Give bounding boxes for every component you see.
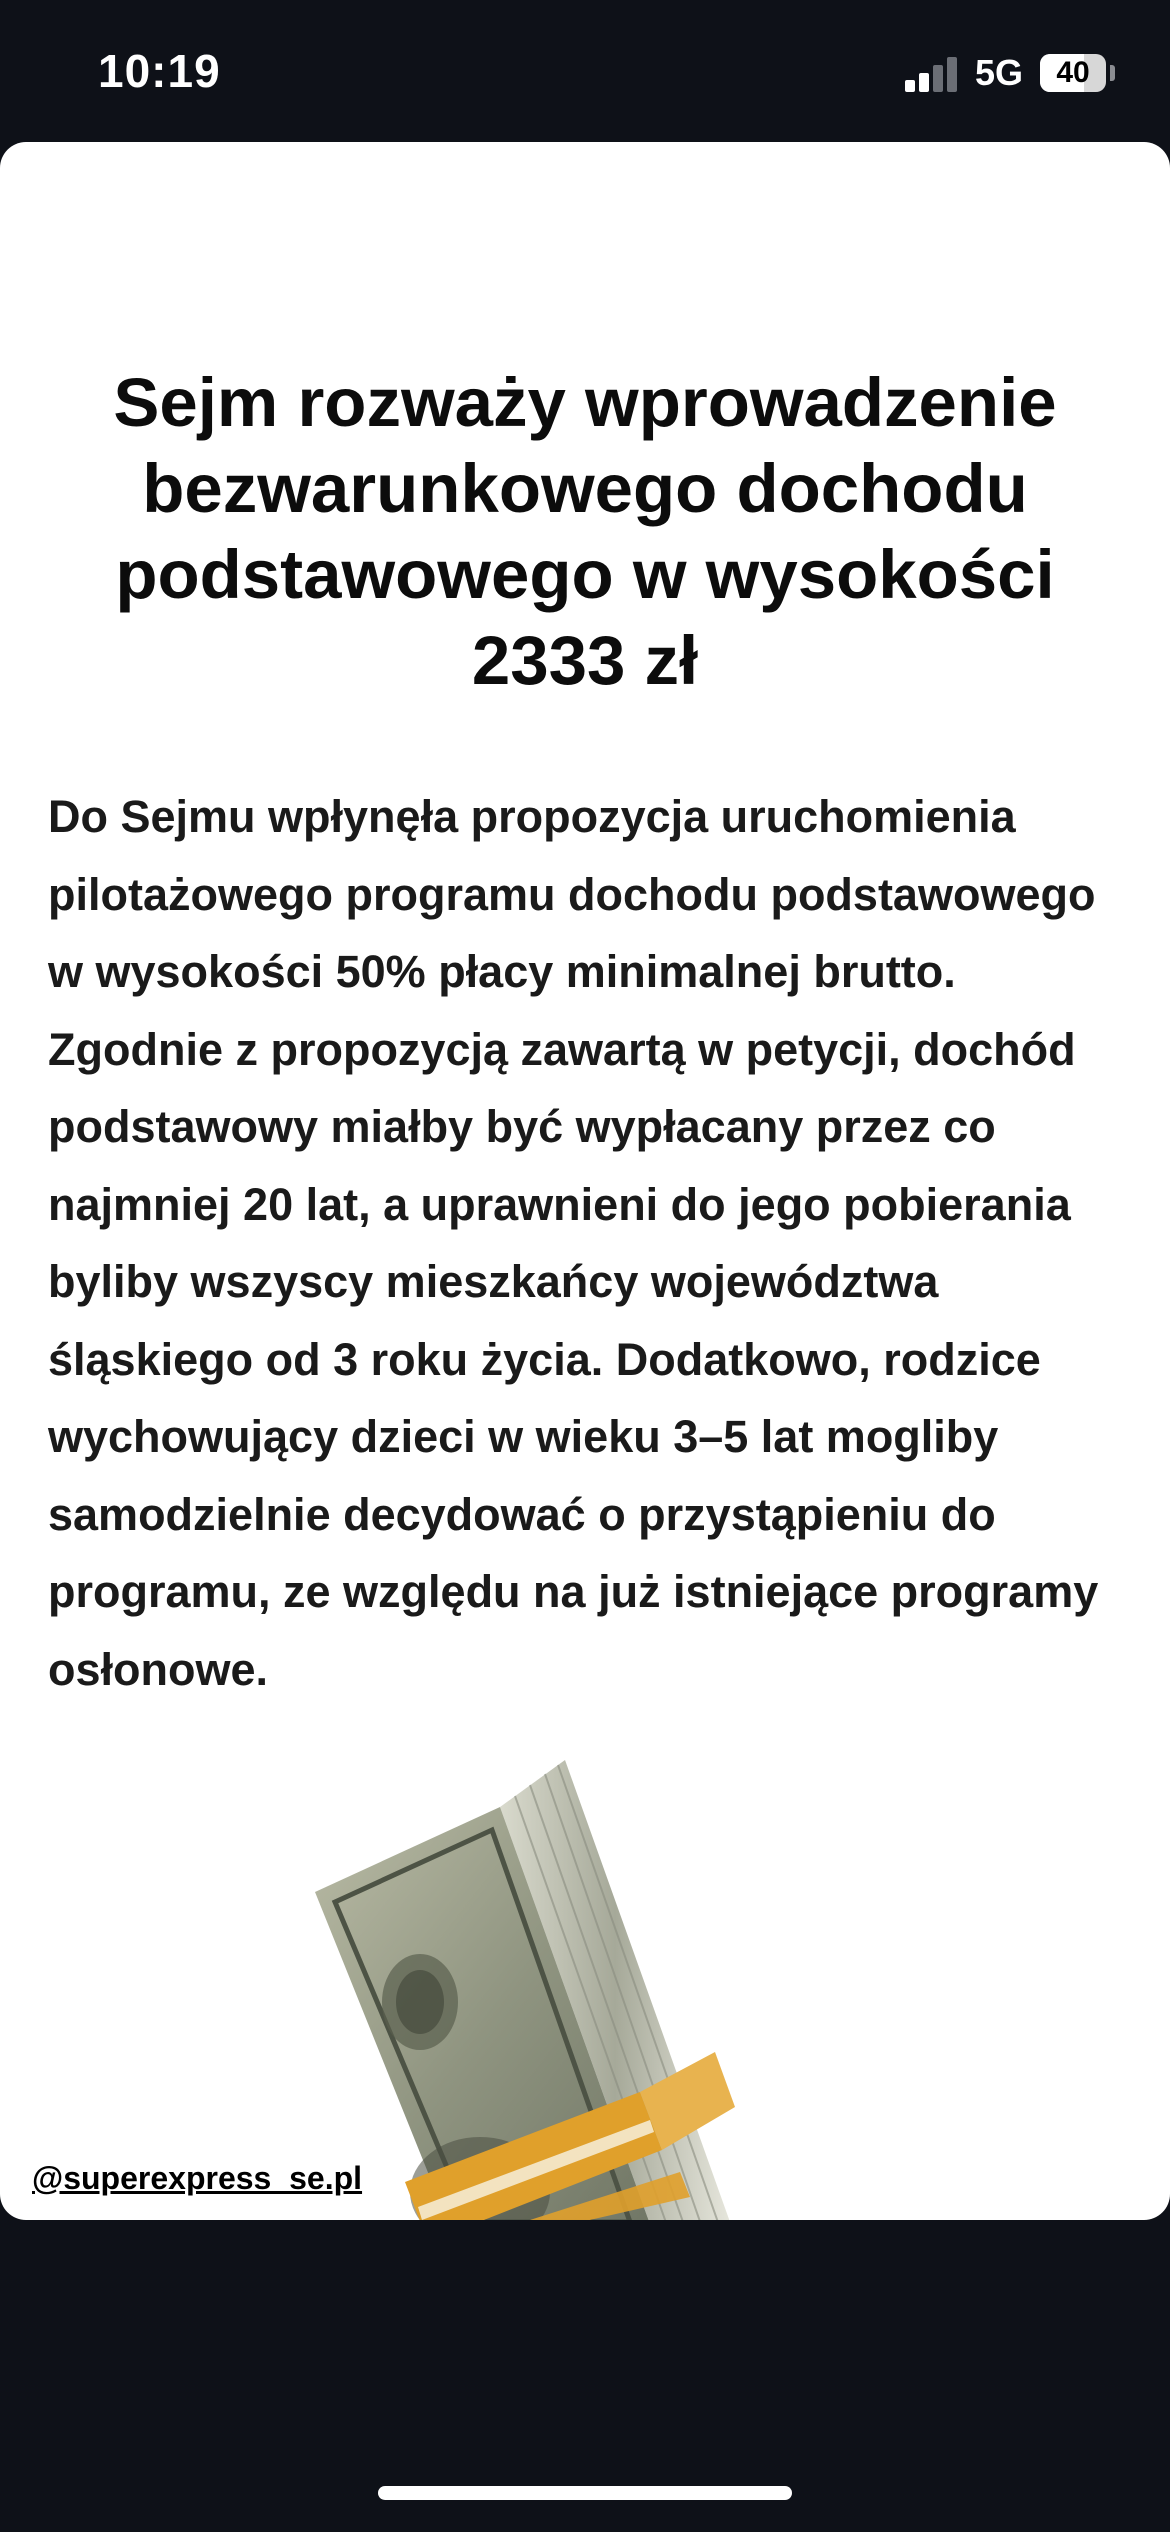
signal-icon <box>905 56 959 92</box>
status-bar <box>0 0 1170 140</box>
home-indicator[interactable] <box>378 2486 792 2500</box>
battery-tip <box>1110 65 1115 81</box>
post-headline: Sejm rozważy wprowadzenie bezwarunkowego dochodu podstawowego w wysokości 2333 zł <box>113 364 1057 699</box>
status-time: 10:19 <box>98 45 221 97</box>
story-card[interactable] <box>0 142 1170 2220</box>
money-stack-icon <box>310 1752 780 2220</box>
battery-icon <box>1040 54 1106 92</box>
post-body: Do Sejmu wpłynęła propozycja uruchomienia pilotażowego programu dochodu podstawowego w wysokości 50% płacy minimalnej brutto. Zgodnie z propozycją zawartą w petycji, dochód podstawowy miałby być wypłacany przez co najmniej 20 lat, a uprawnieni do jego pobierania byliby wszyscy mieszkańcy województwa śląskiego od 3 roku życia. Dodatkowo, rodzice wychowujący dzieci w wieku 3–5 lat mogliby samodzielnie decydować o przystąpieniu do programu, ze względu na już istniejące programy osłonowe. <box>48 791 1099 1695</box>
source-handle[interactable]: @superexpress_se.pl <box>32 2160 363 2196</box>
network-type: 5G <box>975 52 1024 93</box>
battery-level: 40 <box>1056 56 1090 89</box>
